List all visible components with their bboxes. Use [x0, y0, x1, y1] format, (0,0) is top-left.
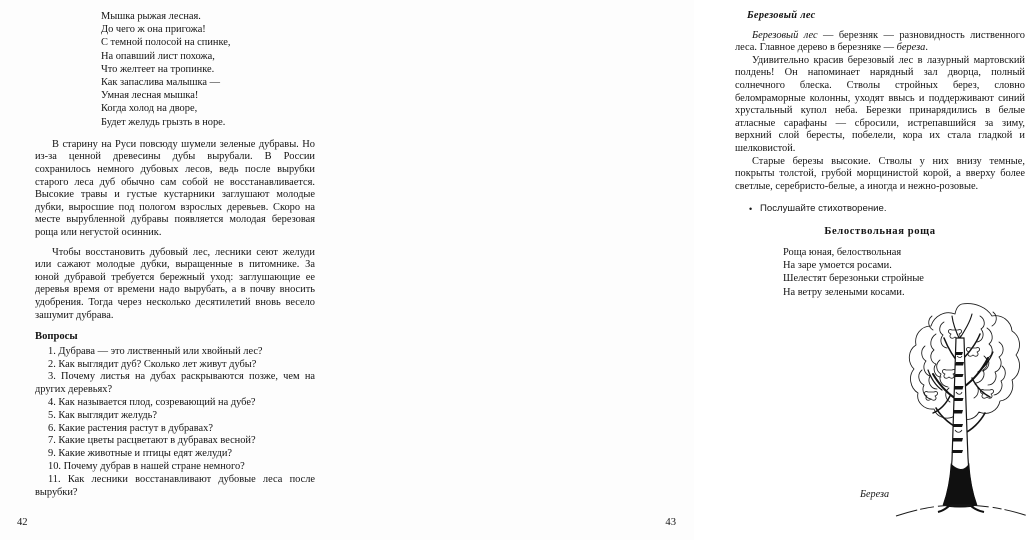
definition-tail: . [925, 42, 928, 54]
bullet-icon: • [749, 204, 753, 215]
section-heading-birch-forest: Березовый лес [747, 10, 816, 21]
page-number-right: 43 [665, 517, 676, 528]
poem-line: Мышка рыжая лесная. [101, 11, 201, 22]
definition-rest: — березняк — разновидность лиственного леса. Главное дерево в березняке — [735, 29, 1025, 54]
questions-heading: Вопросы [35, 331, 78, 343]
question-item: 7. Какие цветы расцветают в дубравах весной? [48, 435, 256, 447]
paragraph-oak-restoration: Чтобы восстановить дубовый лес, лесники сеют желуди или сажают молодые дубки, выращенные в питомнике. За юной дубравой требуется бережный уход: заглушающие ее деревья время от времени надо вырубать, а в почву вносить удобрения. Тогда через несколько десятилетий вновь весело зашумит дубрава. [35, 246, 315, 321]
poem-line: С темной полосой на спинке, [101, 37, 231, 49]
question-item: 4. Как называется плод, созревающий на дубе? [48, 396, 256, 408]
poem-line: Шелестят березоньки стройные [783, 273, 924, 285]
poem-line: Как запаслива малышка — [101, 77, 221, 89]
poem-title-white-trunked-grove: Белоствольная роща [824, 226, 936, 238]
paragraph-old-birches: Старые березы высокие. Стволы у них внизу темные, покрыты толстой, грубой морщинистой корой, а вверху более светлые, серебристо-белые, а иногда и нежно-розовые. [735, 155, 1025, 192]
poem-line: Что желтеет на тропинке. [101, 63, 215, 75]
poem-line: Умная лесная мышка! [101, 90, 199, 102]
poem-line: Когда холод на дворе, [101, 103, 198, 115]
poem-line: До чего ж она пригожа! [101, 24, 206, 36]
page-number-left: 42 [17, 517, 28, 528]
lead-term: Березовый лес [752, 29, 818, 41]
paragraph-birch-definition [735, 30, 1025, 55]
poem-line: На опавший лист похожа, [101, 50, 215, 62]
question-item: 6. Какие растения растут в дубравах? [48, 422, 213, 434]
task-label: Послушайте стихотворение. [760, 203, 887, 215]
question-item: 2. Как выглядит дуб? Сколько лет живут дубы? [48, 358, 257, 370]
mouse-poem [35, 10, 315, 129]
paragraph-birch-beauty: Удивительно красив березовый лес в лазурный мартовский полдень! Он напоминает нарядный зал дворца, полный солнечного блеска. Стволы стройных берез, словно беломраморные колонны, уходят ввысь и поддерживают синий хрустальный купол неба. Березки принарядились в белые атласные сарафаны — сбросили, истрепавшийся за зиму, верхний слой бересты, побелели, кора их стала гладкой и шелковистой. [735, 54, 1025, 154]
poem-line: Роща юная, белоствольная [783, 246, 902, 258]
question-item: 10. Почему дубрав в нашей стране немного? [48, 460, 245, 472]
questions-list [35, 346, 315, 500]
poem-line: На ветру зелеными косами. [783, 286, 905, 298]
question-item: 5. Как выглядит желудь? [48, 409, 158, 421]
question-item: 9. Какие животные и птицы едят желуди? [48, 448, 233, 460]
right-page [347, 0, 1025, 540]
emph-term: береза [896, 42, 926, 54]
left-page [0, 0, 347, 540]
birch-tree-illustration [892, 300, 1032, 525]
question-item: 3. Почему листья на дубах раскрываются позже, чем на других деревьях? [35, 371, 315, 396]
question-item: 1. Дубрава — это лиственный или хвойный лес? [48, 345, 263, 357]
poem-line: На заре умоется росами. [783, 260, 892, 272]
grove-poem [735, 246, 1025, 299]
task-listen-poem [749, 203, 1025, 215]
right-page-text-column [735, 10, 1025, 299]
figure-caption-birch: Береза [860, 489, 890, 500]
question-item: 11. Как лесники восстанавливают дубовые леса после вырубки? [35, 473, 315, 498]
left-page-text-column [35, 10, 315, 499]
poem-line: Будет желудь грызть в норе. [101, 116, 226, 128]
paragraph-oak-groves: В старину на Руси повсюду шумели зеленые дубравы. Но из-за ценной древесины дубы вырубали. В России сохранилось немного дубовых лесов, ведь после вырубки старого леса дуб обычно сам собой не восстанавливается. Высокие травы и густые кустарники заглушают молодые дубки, выросшие под пологом взрослых деревьев. Скоро на месте вырубленной дубравы появляется молодая березовая роща или негустой осинник. [35, 138, 315, 238]
